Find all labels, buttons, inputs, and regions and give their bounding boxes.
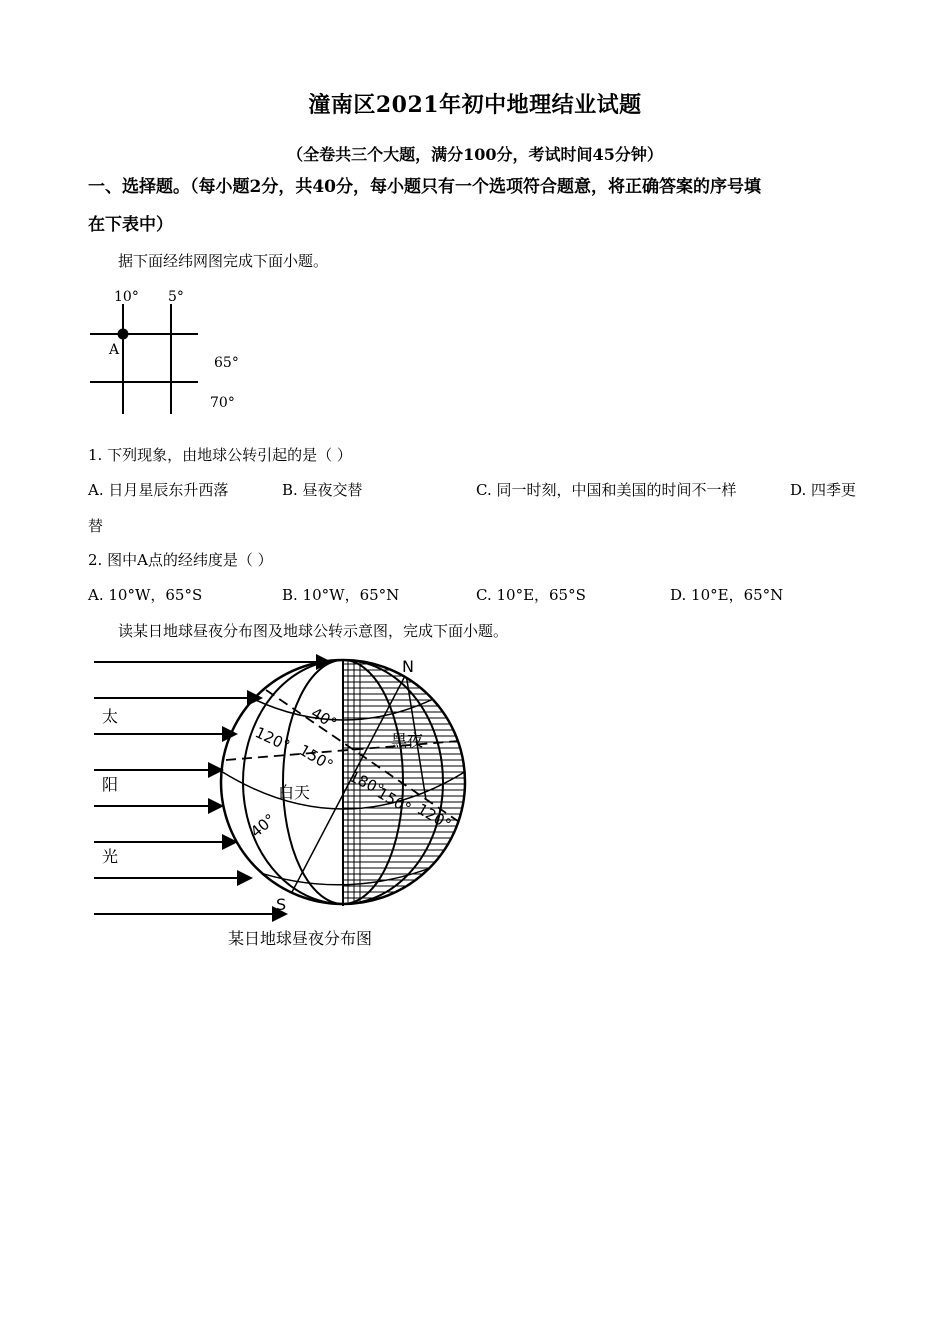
- intro-globe: 读某日地球昼夜分布图及地球公转示意图，完成下面小题。: [118, 622, 509, 640]
- label-40-top: 40°: [308, 703, 341, 733]
- section-heading: [88, 168, 868, 244]
- q1-option-d-continued: 替: [88, 517, 104, 535]
- sun-char-1: 太: [102, 707, 119, 726]
- lat-label-top: 65°: [214, 355, 239, 371]
- label-south: S: [276, 895, 287, 914]
- lon-label-right: 5°: [168, 289, 184, 305]
- question-2-stem: 2. 图中A点的经纬度是（ ）: [88, 551, 273, 569]
- globe-day-night-figure: [86, 650, 486, 960]
- label-40-bottom: 40°: [247, 810, 279, 842]
- label-180: 180°: [346, 767, 387, 799]
- question-1-stem: 1. 下列现象，由地球公转引起的是（ ）: [88, 446, 352, 464]
- section-heading-line2: 在下表中）: [88, 215, 173, 235]
- globe-figure-caption: 某日地球昼夜分布图: [228, 929, 373, 948]
- q1-option-c[interactable]: C. 同一时刻，中国和美国的时间不一样: [476, 481, 737, 499]
- lat-label-bottom: 70°: [210, 395, 235, 411]
- label-120-left: 120°: [252, 723, 293, 755]
- label-150-right: 150°: [374, 783, 415, 818]
- q2-option-c[interactable]: C. 10°E，65°S: [476, 586, 586, 604]
- label-120-right: 120°: [414, 799, 455, 834]
- q2-option-d[interactable]: D. 10°E，65°N: [670, 586, 784, 604]
- label-150-left: 150°: [296, 740, 337, 775]
- q1-option-b[interactable]: B. 昼夜交替: [282, 481, 363, 499]
- point-a-label: A: [109, 342, 120, 358]
- section-heading-line1: 一、选择题。（每小题2分，共40分，每小题只有一个选项符合题意，将正确答案的序号填: [88, 177, 761, 197]
- page-subtitle: （全卷共三个大题，满分100分，考试时间45分钟）: [287, 145, 663, 164]
- q2-option-b[interactable]: B. 10°W，65°N: [282, 586, 400, 604]
- page-title: 潼南区2021年初中地理结业试题: [308, 92, 642, 118]
- lat-long-grid-figure: [86, 282, 256, 422]
- intro-grid: 据下面经纬网图完成下面小题。: [118, 252, 329, 270]
- lon-label-left: 10°: [114, 289, 139, 305]
- q1-option-a[interactable]: A. 日月星辰东升西落: [88, 481, 229, 499]
- label-day: 白天: [278, 783, 311, 802]
- q2-option-a[interactable]: A. 10°W，65°S: [88, 586, 203, 604]
- sun-char-2: 阳: [102, 775, 119, 794]
- q1-option-d[interactable]: D. 四季更: [790, 481, 857, 499]
- sun-char-3: 光: [102, 847, 119, 866]
- point-a-dot: [118, 329, 129, 340]
- label-night: 黑夜: [391, 731, 424, 750]
- label-north: N: [402, 657, 414, 676]
